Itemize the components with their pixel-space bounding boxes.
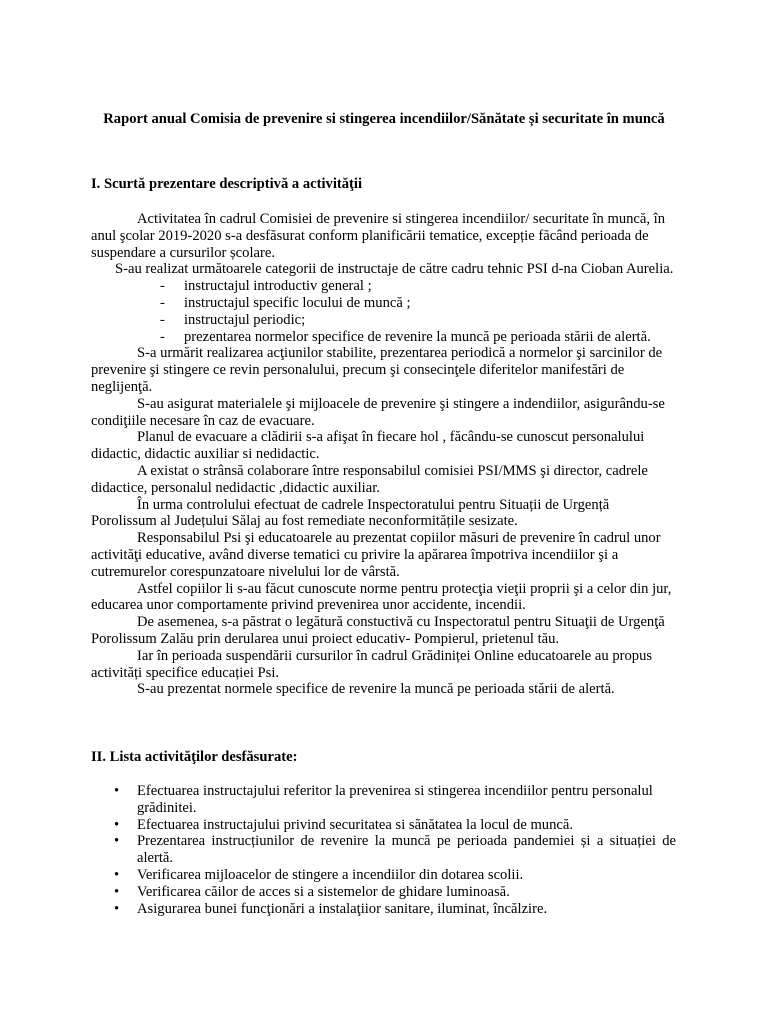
list-item-text: prezentarea normelor specifice de revenire la muncă pe perioada stării de alertă. <box>184 328 651 345</box>
paragraph: Activitatea în cadrul Comisiei de prevenire si stingerea incendiilor/ securitate în muncă, în anul şcolar 2019-2020 s-a desfăsurat conform planificării tematice, excepție făcând perioada de suspendare a cursurilor școlare. <box>91 211 666 261</box>
list-item-text: instructajul specific locului de muncă ; <box>184 294 411 311</box>
bullet-marker: • <box>114 866 120 883</box>
list-item <box>114 883 676 901</box>
section-2-heading: II. Lista activităţilor desfăsurate: <box>91 749 298 765</box>
list-item-text: Efectuarea instructajului privind securitatea si sănătatea la locul de muncă. <box>137 816 574 833</box>
bullet-marker: • <box>114 883 120 900</box>
list-item-text: Prezentarea instrucțiunilor de revenire la muncă pe perioada pandemiei și a situației de alertă. <box>137 833 676 867</box>
list-item <box>160 328 676 346</box>
dash-marker: - <box>160 294 165 311</box>
paragraph: În urma controlului efectuat de cadrele Inspectoratului pentru Situații de Urgență Porolissum al Județului Sălaj au fost remediate neconformitățile sesizate. <box>91 496 610 530</box>
list-item <box>114 833 676 867</box>
list-item <box>114 900 676 918</box>
bullet-marker: • <box>114 816 120 833</box>
dash-marker: - <box>160 278 165 295</box>
list-item-text: instructajul introductiv general ; <box>184 278 372 295</box>
list-item <box>114 816 676 834</box>
paragraph: S-au prezentat normele specifice de revenire la muncă pe perioada stării de alertă. <box>137 681 615 698</box>
paragraph: A existat o strânsă colaborare între responsabilul comisiei PSI/MMS şi director, cadrele didactice, personalul nedidactic ,didactic auxiliar. <box>91 462 648 496</box>
bullet-marker: • <box>114 833 120 850</box>
bullet-marker: • <box>114 900 120 917</box>
paragraph: De asemenea, s-a păstrat o legătură constuctivă cu Inspectoratul pentru Situaţii de Urgenţă Porolissum Zalău prin derularea unui proiect educativ- Pompierul, prietenul tău. <box>91 614 665 647</box>
dash-marker: - <box>160 311 165 328</box>
bullet-marker: • <box>114 783 120 799</box>
paragraph: S-au asigurat materialele şi mijloacele de prevenire şi stingere a indendiilor, asigurându-se condiţiile necesare în caz de evacuare. <box>91 395 665 429</box>
paragraph: Astfel copiilor li s-au făcut cunoscute norme pentru protecţia vieţii proprii şi a celor din jur, educarea unor comportamente privind prevenirea unor accidente, incendii. <box>91 580 672 614</box>
list-item-text: Verificarea mijloacelor de stingere a incendiilor din dotarea scolii. <box>137 866 524 883</box>
activities-list <box>91 783 676 917</box>
list-item-text: instructajul periodic; <box>184 311 306 328</box>
list-item-text: Efectuarea instructajului referitor la prevenirea si stingerea incendiilor pentru personalul grădinitei. <box>137 783 653 816</box>
instruction-types-list <box>91 278 676 345</box>
paragraph: Iar în perioada suspendării cursurilor în cadrul Grădiniței Online educatoarele au propus activități specifice educației Psi. <box>91 647 653 681</box>
section-1-heading: I. Scurtă prezentare descriptivă a activităţii <box>91 176 363 192</box>
list-item <box>114 783 676 817</box>
list-item <box>114 866 676 884</box>
paragraph: S-au realizat următoarele categorii de instructaje de către cadru tehnic PSI d-na Cioban Aurelia. <box>115 261 674 278</box>
paragraph: Responsabilul Psi şi educatoarele au prezentat copiilor măsuri de prevenire în cadrul unor activităţi educative, având diverse tematici cu privire la apărarea împotriva incendiilor şi a cutremurelor corespunzatoare nivelului lor de vârstă. <box>91 530 661 580</box>
paragraph: S-a urmărit realizarea acţiunilor stabilite, prezentarea periodică a normelor şi sarcinilor de prevenire şi stingere ce revin personalului, precum şi consecinţele diferitelor manifestări de neglijenţă. <box>91 345 663 395</box>
list-item <box>160 311 676 329</box>
report-title: Raport anual Comisia de prevenire si stingerea incendiilor/Sănătate și securitate în muncă <box>103 111 665 127</box>
dash-marker: - <box>160 328 165 345</box>
section-1-body <box>91 211 676 698</box>
paragraph: Planul de evacuare a clădirii s-a afişat în fiecare hol , făcându-se cunoscut personalului didactic, didactic auxiliar si nedidactic. <box>91 429 645 463</box>
list-item-text: Verificarea căilor de acces si a sistemelor de ghidare luminoasă. <box>137 883 510 900</box>
list-item <box>160 294 676 312</box>
list-item <box>160 278 676 295</box>
list-item-text: Asigurarea bunei funcţionări a instalaţiior sanitare, iluminat, încălzire. <box>137 900 548 917</box>
